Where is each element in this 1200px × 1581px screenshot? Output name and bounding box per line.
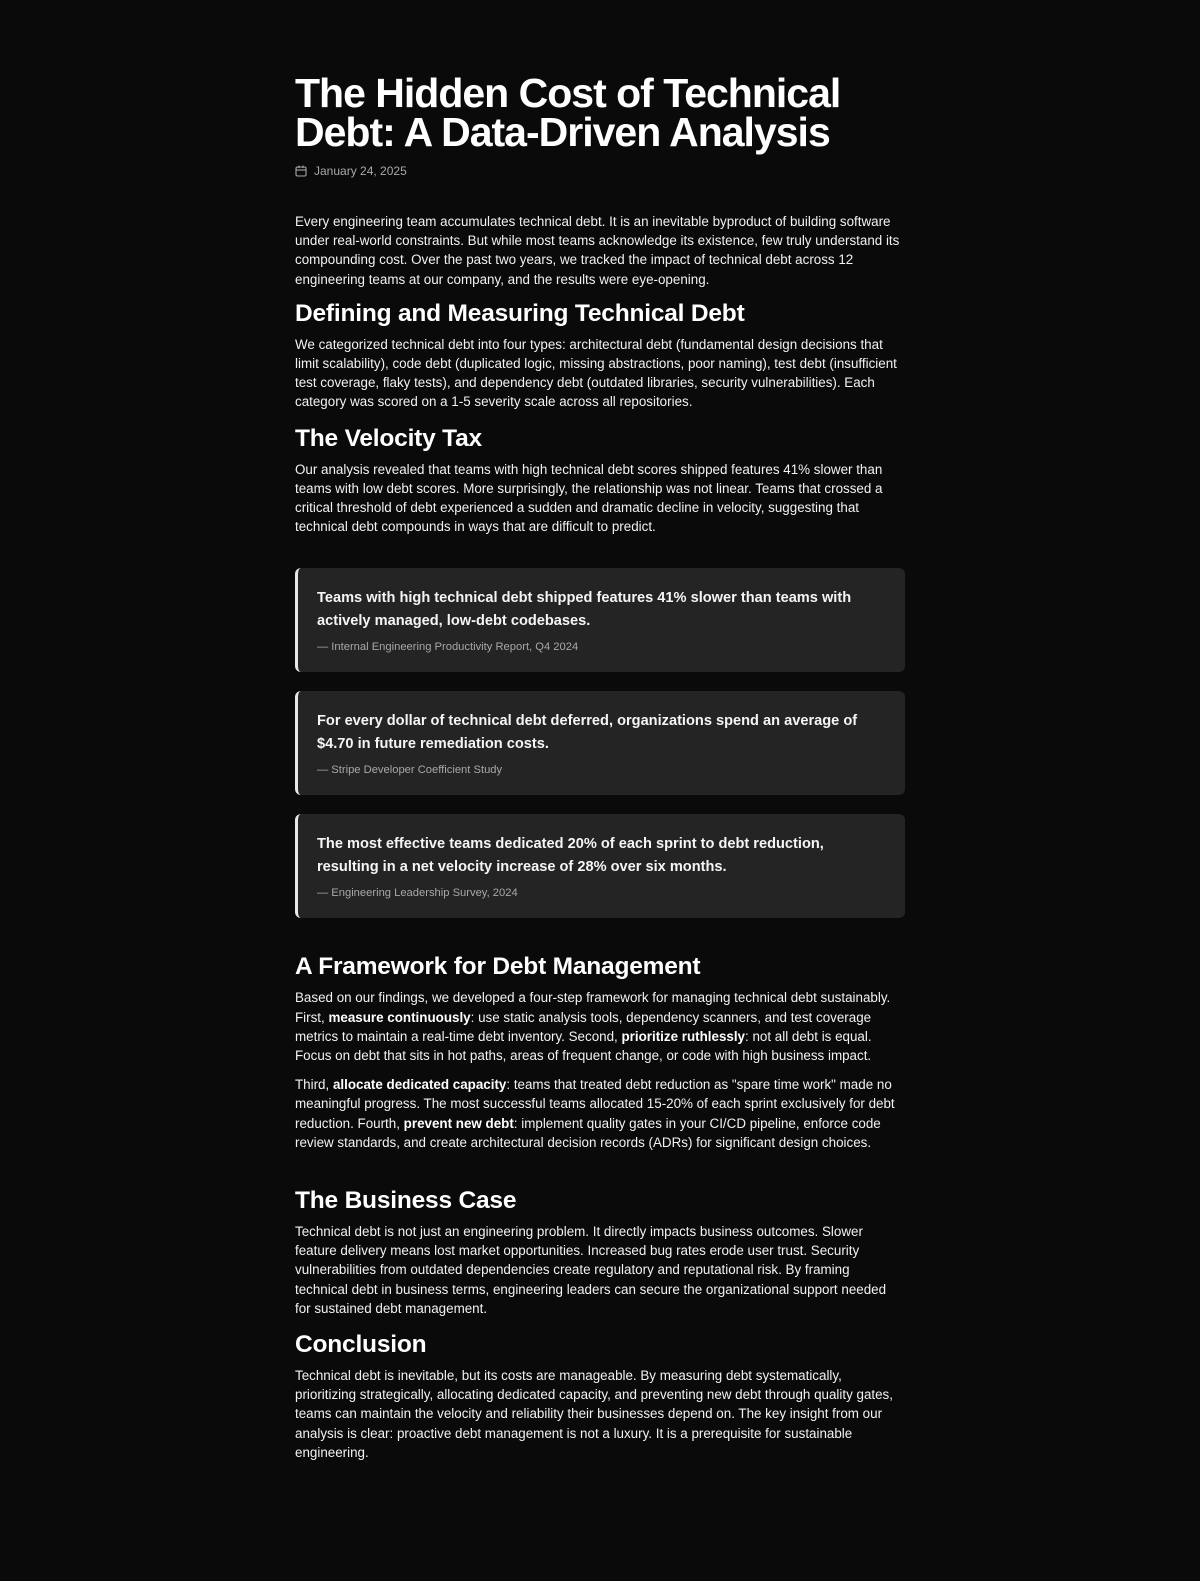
section-heading-framework: A Framework for Debt Management (295, 953, 701, 981)
quote-source: — Internal Engineering Productivity Report, Q4 2024 (317, 641, 579, 654)
quote-text: For every dollar of technical debt deferred, organizations spend an average of $4.70 in future remediation costs. (317, 713, 858, 753)
page-title: The Hidden Cost of Technical Debt: A Data-Driven Analysis (295, 70, 841, 155)
calendar-icon (295, 165, 307, 177)
article (295, 70, 905, 1462)
emphasis-measure: measure continuously (328, 1009, 471, 1025)
pull-quotes (295, 568, 905, 918)
emphasis-prioritize: prioritize ruthlessly (621, 1028, 746, 1044)
section-heading-business: The Business Case (295, 1187, 517, 1215)
quote-source: — Stripe Developer Coefficient Study (317, 764, 503, 777)
section-heading-defining: Defining and Measuring Technical Debt (295, 299, 745, 327)
section-body-framework-1: Based on our findings, we developed a four-step framework for managing technical debt sustainably. First, measure continuously: use static analysis tools, dependency scanners, and test coverage metrics to maintain a real-time debt inventory. Second, prioritize ruthlessly: not all debt is equal. Focus on debt that sits in hot paths, areas of frequent change, or code with high business impact. (295, 990, 891, 1064)
section-body-framework-2: Third, allocate dedicated capacity: teams that treated debt reduction as "spare time work" made no meaningful progress. The most successful teams allocated 15-20% of each sprint exclusively for debt reduction. Fourth, prevent new debt: implement quality gates in your CI/CD pipeline, enforce code review standards, and create architectural decision records (ADRs) for significant design choices. (295, 1077, 895, 1150)
pull-quote (295, 814, 905, 918)
quote-text: The most effective teams dedicated 20% of each sprint to debt reduction, resulting in a net velocity increase of 28% over six months. (317, 836, 824, 876)
section-heading-conclusion: Conclusion (295, 1331, 427, 1359)
pull-quote (295, 568, 905, 672)
quote-source: — Engineering Leadership Survey, 2024 (317, 887, 518, 900)
section-body-business: Technical debt is not just an engineering problem. It directly impacts business outcomes. Slower feature delivery means lost market opportunities. Increased bug rates erode user trust. Security vulnerabilities from outdated dependencies create regulatory and reputational risk. By framing technical debt in business terms, engineering leaders can secure the organizational support needed for sustained debt management. (295, 1224, 887, 1316)
pull-quote (295, 691, 905, 795)
post-meta (295, 164, 905, 178)
emphasis-allocate: allocate dedicated capacity (332, 1077, 507, 1093)
section-body-velocity: Our analysis revealed that teams with high technical debt scores shipped features 41% slower than teams with low debt scores. More surprisingly, the relationship was not linear. Teams that crossed a critical threshold of debt experienced a sudden and dramatic decline in velocity, suggesting that technical debt compounds in ways that are difficult to predict. (295, 461, 883, 535)
intro-paragraph: Every engineering team accumulates technical debt. It is an inevitable byproduct of building software under real-world constraints. But while most teams acknowledge its existence, few truly understand its compounding cost. Over the past two years, we tracked the impact of technical debt across 12 engineering teams at our company, and the results were eye-opening. (295, 214, 900, 287)
quote-text: Teams with high technical debt shipped features 41% slower than teams with actively managed, low-debt codebases. (317, 590, 852, 630)
emphasis-prevent: prevent new debt (403, 1115, 514, 1131)
post-date: January 24, 2025 (314, 164, 407, 178)
section-body-conclusion: Technical debt is inevitable, but its costs are manageable. By measuring debt systematically, prioritizing strategically, allocating dedicated capacity, and preventing new debt through quality gates, teams can maintain the velocity and reliability their businesses depend on. The key insight from our analysis is clear: proactive debt management is not a luxury. It is a prerequisite for sustainable engineering. (295, 1368, 893, 1460)
section-body-defining: We categorized technical debt into four types: architectural debt (fundamental design decisions that limit scalability), code debt (duplicated logic, missing abstractions, poor naming), test debt (insufficient test coverage, flaky tests), and dependency debt (outdated libraries, security vulnerabilities). Each category was scored on a 1-5 severity scale across all repositories. (295, 336, 897, 410)
section-heading-velocity: The Velocity Tax (295, 424, 482, 452)
